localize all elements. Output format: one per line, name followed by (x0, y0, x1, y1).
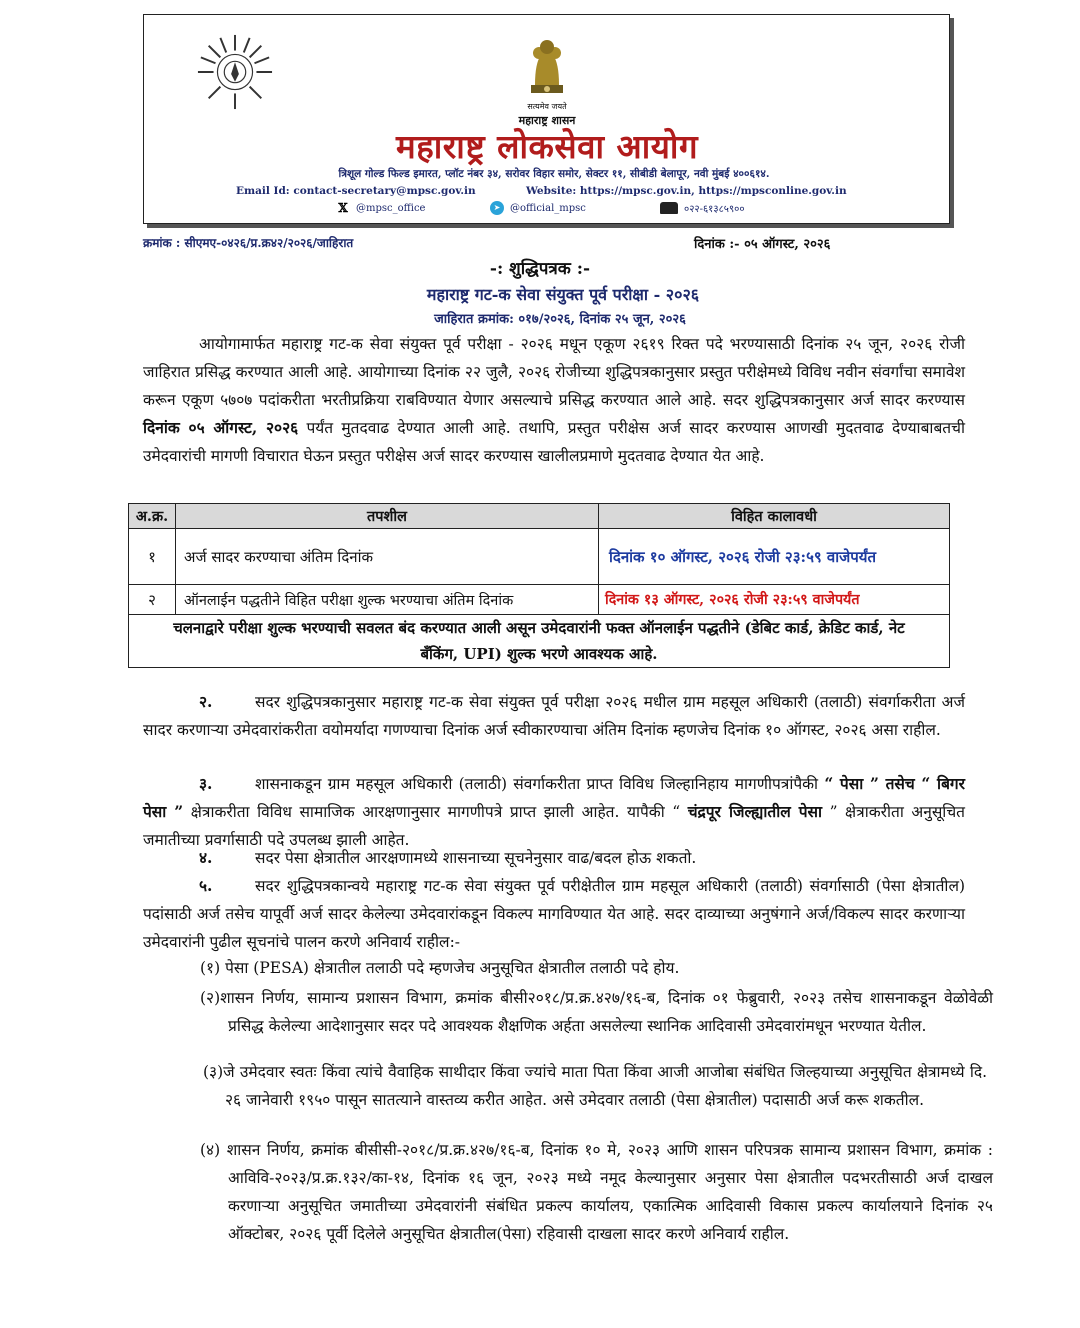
address: त्रिशूल गोल्ड फिल्ड इमारत, प्लॉट नंबर ३४, सरोवर विहार समोर, सेक्टर ११, सीबीडी बेलापूर, नवी मुंबई ४००६१४. (338, 168, 770, 180)
column-header: तपशील (176, 504, 599, 529)
row-period: दिनांक १० ऑगस्ट, २०२६ रोजी २३:५९ वाजेपर्यंत (599, 529, 950, 585)
sub-point-3: (३)जे उमेदवार स्वतः किंवा त्यांचे वैवाहिक साथीदार किंवा ज्यांचे माता पिता किंवा आजी आजोबा संबंधित जिल्हयाच्या अनुसूचित क्षेत्रामध्ये दि. २६ जानेवारी १९५० पासून सातत्याने वास्तव्य करीत आहेत. असे उमेदवार तलाठी (पेसा क्षेत्रातील) पदासाठी अर्ज करू शकतील. (203, 1063, 987, 1109)
row-number: २ (129, 585, 176, 615)
phone-contact (660, 201, 745, 215)
point-5: ५. सदर शुद्धिपत्रकान्वये महाराष्ट्र गट-क सेवा संयुक्त पूर्व परीक्षेतील ग्राम महसूल अधिकारी (तलाठी) संवर्गासाठी (पेसा क्षेत्रातील) पदांसाठी अर्ज तसेच यापूर्वी अर्ज सादर केलेल्या उमेदवारांकडून विकल्प मागविण्यात येत आहे. सदर दाव्याच्या अनुषंगाने अर्ज/विकल्प सादर करणाऱ्या उमेदवारांनी पुढील सूचनांचे पालन करणे अनिवार्य राहील:- (143, 876, 965, 951)
email[interactable]: Email Id: contact-secretary@mpsc.gov.in (236, 185, 476, 197)
reference-number: क्रमांक : सीएमए-०४२६/प्र.क्र४२/२०२६/जाहिरात (143, 236, 354, 250)
table-header-row (129, 504, 950, 529)
intro-paragraph: आयोगामार्फत महाराष्ट्र गट-क सेवा संयुक्त पूर्व परीक्षा - २०२६ मधून एकूण २६१९ रिक्त पदे भरण्यासाठी दिनांक २५ जून, २०२६ रोजी जाहिरात प्रसिद्ध करण्यात आली आहे. आयोगाच्या दिनांक २२ जुलै, २०२६ रोजीच्या शुद्धिपत्रकानुसार प्रस्तुत परीक्षेमध्ये विविध नवीन संवर्गांचा समावेश करून एकूण ५७०७ पदांकरीता भरतीप्रक्रिया राबविण्यात येणार असल्याचे प्रसिद्ध करण्यात आले आहे. सदर शुद्धिपत्रकानुसार अर्ज सादर करण्यास दिनांक ०५ ऑगस्ट, २०२६ पर्यंत मुतदवाढ देण्यात आली आहे. तथापि, प्रस्तुत परीक्षेस अर्ज सादर करण्यास आणखी मुदतवाढ देण्याबाबतची उमेदवारांची मागणी विचारात घेऊन प्रस्तुत परीक्षेस अर्ज सादर करण्यास खालीलप्रमाणे मुदतवाढ देण्यात येत आहे. (143, 335, 965, 465)
column-header: अ.क्र. (129, 504, 176, 529)
point-2: २. सदर शुद्धिपत्रकानुसार महाराष्ट्र गट-क सेवा संयुक्त पूर्व परीक्षा २०२६ मधील ग्राम महसूल अधिकारी (तलाठी) संवर्गाकरीता अर्ज सादर करणाऱ्या उमेदवारांकरीता वयोमर्यादा गणण्याचा दिनांक अर्ज स्वीकारण्याचा अंतिम दिनांक म्हणजेच दिनांक १० ऑगस्ट, २०२६ असा राहील. (143, 692, 965, 739)
deadline-table (128, 503, 950, 668)
sub-point-4: (४) शासन निर्णय, क्रमांक बीसीसी-२०१८/प्र.क्र.४२७/१६-ब, दिनांक १० मे, २०२३ आणि शासन परिपत्रक सामान्य प्रशासन विभाग, क्रमांक : आविवि-२०२३/प्र.क्र.१३२/का-१४, दिनांक १६ जून, २०२३ मध्ये नमूद केल्यानुसार अनुसार पेसा क्षेत्रातील पदभरतीसाठी अर्ज दाखल करणाऱ्या अनुसूचित जमातीच्या उमेदवारांनी संबंधित प्रकल्प कार्यालय, एकात्मिक आदिवासी विकास प्रकल्प कार्यालयाने दिनांक २५ ऑक्टोबर, २०२६ पूर्वी दिलेले अनुसूचित क्षेत्रातील(पेसा) रहिवासी दाखला सादर करणे अनिवार्य राहील. (200, 1141, 993, 1243)
row-period: दिनांक १३ ऑगस्ट, २०२६ रोजी २३:५९ वाजेपर्यंत (599, 585, 950, 615)
telegram-handle: @official_mpsc (510, 202, 586, 214)
telegram-icon: ➤ (490, 201, 504, 215)
table-row (129, 529, 950, 585)
advertisement-number: जाहिरात क्रमांक: ०१७/२०२६, दिनांक २५ जून, २०२६ (434, 312, 686, 327)
row-detail: ऑनलाईन पद्धतीने विहित परीक्षा शुल्क भरण्याचा अंतिम दिनांक (176, 585, 599, 615)
state-emblem-icon (521, 33, 573, 103)
mpsc-logo-icon (196, 33, 274, 111)
document-date: दिनांक :- ०५ ऑगस्ट, २०२६ (694, 237, 831, 252)
row-detail: अर्ज सादर करण्याचा अंतिम दिनांक (176, 529, 599, 585)
document-title: -: शुद्धिपत्रक :- (489, 259, 591, 279)
sub-point-2: (२)शासन निर्णय, सामान्य प्रशासन विभाग, क्रमांक बीसी२०१८/प्र.क्र.४२७/१६-ब, दिनांक ०१ फेब्रुवारी, २०२३ तसेच शासनाकडून वेळोवेळी प्रसिद्ध केलेल्या आदेशानुसार सदर पदे आवश्यक शैक्षणिक अर्हता असलेल्या स्थानिक आदिवासी उमेदवारांमधून भरण्यात येतील. (200, 989, 993, 1035)
website[interactable]: Website: https://mpsc.gov.in, https://mpsconline.gov.in (526, 185, 847, 197)
table-row (129, 585, 950, 615)
sub-point-1: (१) पेसा (PESA) क्षेत्रातील तलाठी पदे म्हणजेच अनुसूचित क्षेत्रातील तलाठी पदे होय. (200, 959, 680, 977)
extended-date: दिनांक ०५ ऑगस्ट, २०२६ (143, 418, 299, 437)
payment-note: चलनाद्वारे परीक्षा शुल्क भरण्याची सवलत बंद करण्यात आली असून उमेदवारांनी फक्त ऑनलाईन पद्धतीने (डेबिट कार्ड, क्रेडिट कार्ड, नेट बँकिंग, UPI) शुल्क भरणे आवश्यक आहे. (129, 615, 950, 668)
table-note-row (129, 615, 950, 668)
x-contact[interactable] (336, 201, 425, 215)
row-number: १ (129, 529, 176, 585)
motto: सत्यमेव जयते (527, 102, 567, 111)
government-name: महाराष्ट्र शासन (518, 114, 576, 127)
x-handle: @mpsc_office (356, 202, 426, 214)
point-4: ४. सदर पेसा क्षेत्रातील आरक्षणामध्ये शासनाच्या सूचनेनुसार वाढ/बदल होऊ शकतो. (199, 848, 697, 867)
column-header: विहित कालावधी (599, 504, 950, 529)
x-icon: 𝕏 (338, 201, 348, 215)
letterhead (143, 14, 950, 224)
point-3: ३. शासनाकडून ग्राम महसूल अधिकारी (तलाठी) संवर्गाकरीता प्राप्त विविध जिल्हानिहाय मागणीपत्रांपैकी “ पेसा ” तसेच “ बिगर पेसा ” क्षेत्राकरीता विविध सामाजिक आरक्षणानुसार मागणीपत्रे प्राप्त झाली आहेत. यापैकी “ चंद्रपूर जिल्ह्यातील पेसा ” क्षेत्राकरीता अनुसूचित जमातीच्या प्रवर्गासाठी पदे उपलब्ध झाली आहेत. (143, 774, 965, 849)
telegram-contact[interactable] (490, 201, 586, 215)
organization-name: महाराष्ट्र लोकसेवा आयोग (395, 127, 699, 166)
exam-name: महाराष्ट्र गट-क सेवा संयुक्त पूर्व परीक्षा - २०२६ (426, 285, 700, 304)
phone-number: ०२२-६१३८५९०० (684, 204, 745, 215)
phone-icon (660, 202, 678, 214)
